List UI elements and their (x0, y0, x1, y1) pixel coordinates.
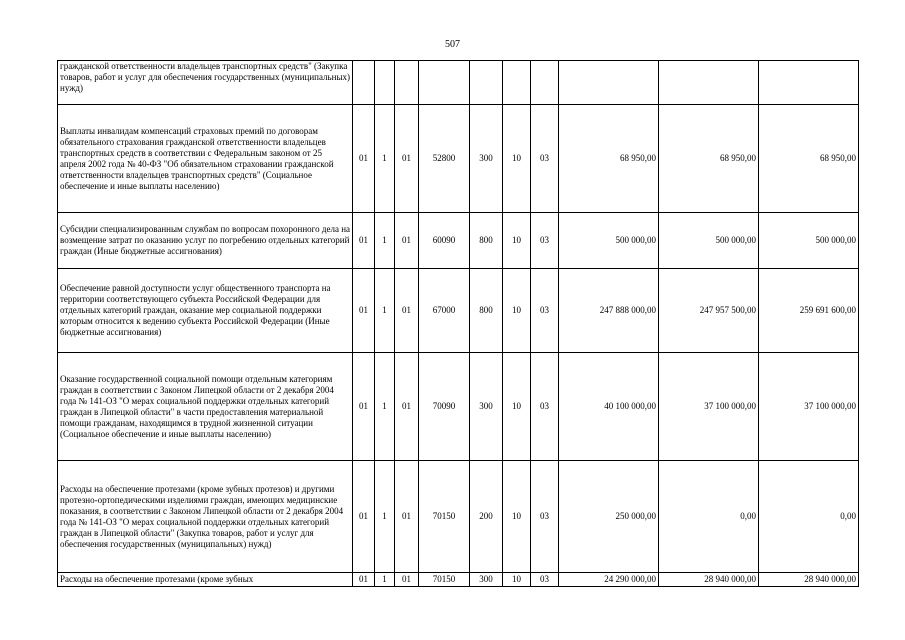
amount-year-2 (659, 61, 759, 105)
row-description: гражданской ответственности владельцев транспортных средств" (Закупка товаров, работ и услуг для обеспечения государственных (муниципальных) нужд) (58, 61, 353, 105)
code-program: 01 (353, 105, 375, 213)
code-subprogram: 1 (375, 213, 395, 269)
amount-year-2: 500 000,00 (659, 213, 759, 269)
table-row (58, 61, 859, 105)
amount-year-3: 68 950,00 (759, 105, 859, 213)
code-expense-type: 300 (470, 573, 503, 587)
code-subprogram: 1 (375, 353, 395, 461)
code-main-event: 01 (395, 573, 419, 587)
row-description: Расходы на обеспечение протезами (кроме зубных протезов) и другими протезно-ортопедическими изделиями граждан, имеющих медицинские показания, в соответствии с Законом Липецкой области от 2 декабря 2004 года № 141-ОЗ "О мерах социальной поддержки отдельных категорий граждан в Липецкой области" (Закупка товаров, работ и услуг для обеспечения государственных (муниципальных) нужд) (58, 461, 353, 573)
code-main-event: 01 (395, 269, 419, 353)
code-direction (419, 61, 470, 105)
amount-year-3: 37 100 000,00 (759, 353, 859, 461)
amount-year-2: 0,00 (659, 461, 759, 573)
row-description: Выплаты инвалидам компенсаций страховых премий по договорам обязательного страхования гражданской ответственности владельцев транспортных средств в соответствии с Федеральным законом от 25 апреля 2002 года № 40-ФЗ "Об обязательном страховании гражданской ответственности владельцев транспортных средств" (Социальное обеспечение и иные выплаты населению) (58, 105, 353, 213)
amount-year-1: 247 888 000,00 (559, 269, 659, 353)
code-subsection: 03 (531, 573, 559, 587)
code-subsection: 03 (531, 269, 559, 353)
code-program: 01 (353, 573, 375, 587)
row-description: Оказание государственной социальной помощи отдельным категориям граждан в соответствии с Законом Липецкой области от 2 декабря 2004 года № 141-ОЗ "О мерах социальной поддержки отдельных категорий граждан в Липецкой области" в части предоставления материальной помощи гражданам, находящимся в трудной жизненной ситуации (Социальное обеспечение и иные выплаты населению) (58, 353, 353, 461)
code-subsection: 03 (531, 213, 559, 269)
code-program (353, 61, 375, 105)
amount-year-3 (759, 61, 859, 105)
code-direction: 67000 (419, 269, 470, 353)
code-direction: 52800 (419, 105, 470, 213)
row-description: Обеспечение равной доступности услуг общественного транспорта на территории соответствующего субъекта Российской Федерации для отдельных категорий граждан, оказание мер социальной поддержки которым относится к ведению субъекта Российской Федерации (Иные бюджетные ассигнования) (58, 269, 353, 353)
code-expense-type: 200 (470, 461, 503, 573)
code-expense-type: 800 (470, 269, 503, 353)
code-main-event: 01 (395, 213, 419, 269)
code-section: 10 (503, 353, 531, 461)
code-program: 01 (353, 353, 375, 461)
code-main-event (395, 61, 419, 105)
code-subprogram (375, 61, 395, 105)
code-subsection: 03 (531, 105, 559, 213)
code-section: 10 (503, 269, 531, 353)
table-row (58, 105, 859, 213)
amount-year-1 (559, 61, 659, 105)
code-subsection (531, 61, 559, 105)
code-section: 10 (503, 213, 531, 269)
row-description: Субсидии специализированным службам по вопросам похоронного дела на возмещение затрат по оказанию услуг по погребению отдельных категорий граждан (Иные бюджетные ассигнования) (58, 213, 353, 269)
amount-year-2: 37 100 000,00 (659, 353, 759, 461)
table-body (58, 61, 859, 587)
amount-year-1: 500 000,00 (559, 213, 659, 269)
code-direction: 70150 (419, 573, 470, 587)
table-row (58, 213, 859, 269)
amount-year-2: 68 950,00 (659, 105, 759, 213)
code-program: 01 (353, 269, 375, 353)
code-subprogram: 1 (375, 573, 395, 587)
code-expense-type: 300 (470, 105, 503, 213)
code-section: 10 (503, 105, 531, 213)
amount-year-3: 500 000,00 (759, 213, 859, 269)
amount-year-2: 28 940 000,00 (659, 573, 759, 587)
code-main-event: 01 (395, 461, 419, 573)
page-number: 507 (445, 39, 460, 50)
code-subprogram: 1 (375, 269, 395, 353)
code-section (503, 61, 531, 105)
amount-year-2: 247 957 500,00 (659, 269, 759, 353)
code-expense-type (470, 61, 503, 105)
table-row (58, 573, 859, 587)
code-expense-type: 800 (470, 213, 503, 269)
table-row (58, 269, 859, 353)
code-section: 10 (503, 461, 531, 573)
amount-year-1: 250 000,00 (559, 461, 659, 573)
code-program: 01 (353, 213, 375, 269)
amount-year-3: 0,00 (759, 461, 859, 573)
amount-year-1: 68 950,00 (559, 105, 659, 213)
code-subsection: 03 (531, 353, 559, 461)
row-description: Расходы на обеспечение протезами (кроме зубных (58, 573, 353, 587)
code-subsection: 03 (531, 461, 559, 573)
table-row (58, 461, 859, 573)
amount-year-1: 40 100 000,00 (559, 353, 659, 461)
code-subprogram: 1 (375, 461, 395, 573)
code-program: 01 (353, 461, 375, 573)
code-main-event: 01 (395, 105, 419, 213)
code-main-event: 01 (395, 353, 419, 461)
code-section: 10 (503, 573, 531, 587)
table-row (58, 353, 859, 461)
code-direction: 70150 (419, 461, 470, 573)
amount-year-3: 28 940 000,00 (759, 573, 859, 587)
code-direction: 70090 (419, 353, 470, 461)
amount-year-3: 259 691 600,00 (759, 269, 859, 353)
code-direction: 60090 (419, 213, 470, 269)
budget-table (57, 60, 859, 587)
code-expense-type: 300 (470, 353, 503, 461)
amount-year-1: 24 290 000,00 (559, 573, 659, 587)
code-subprogram: 1 (375, 105, 395, 213)
